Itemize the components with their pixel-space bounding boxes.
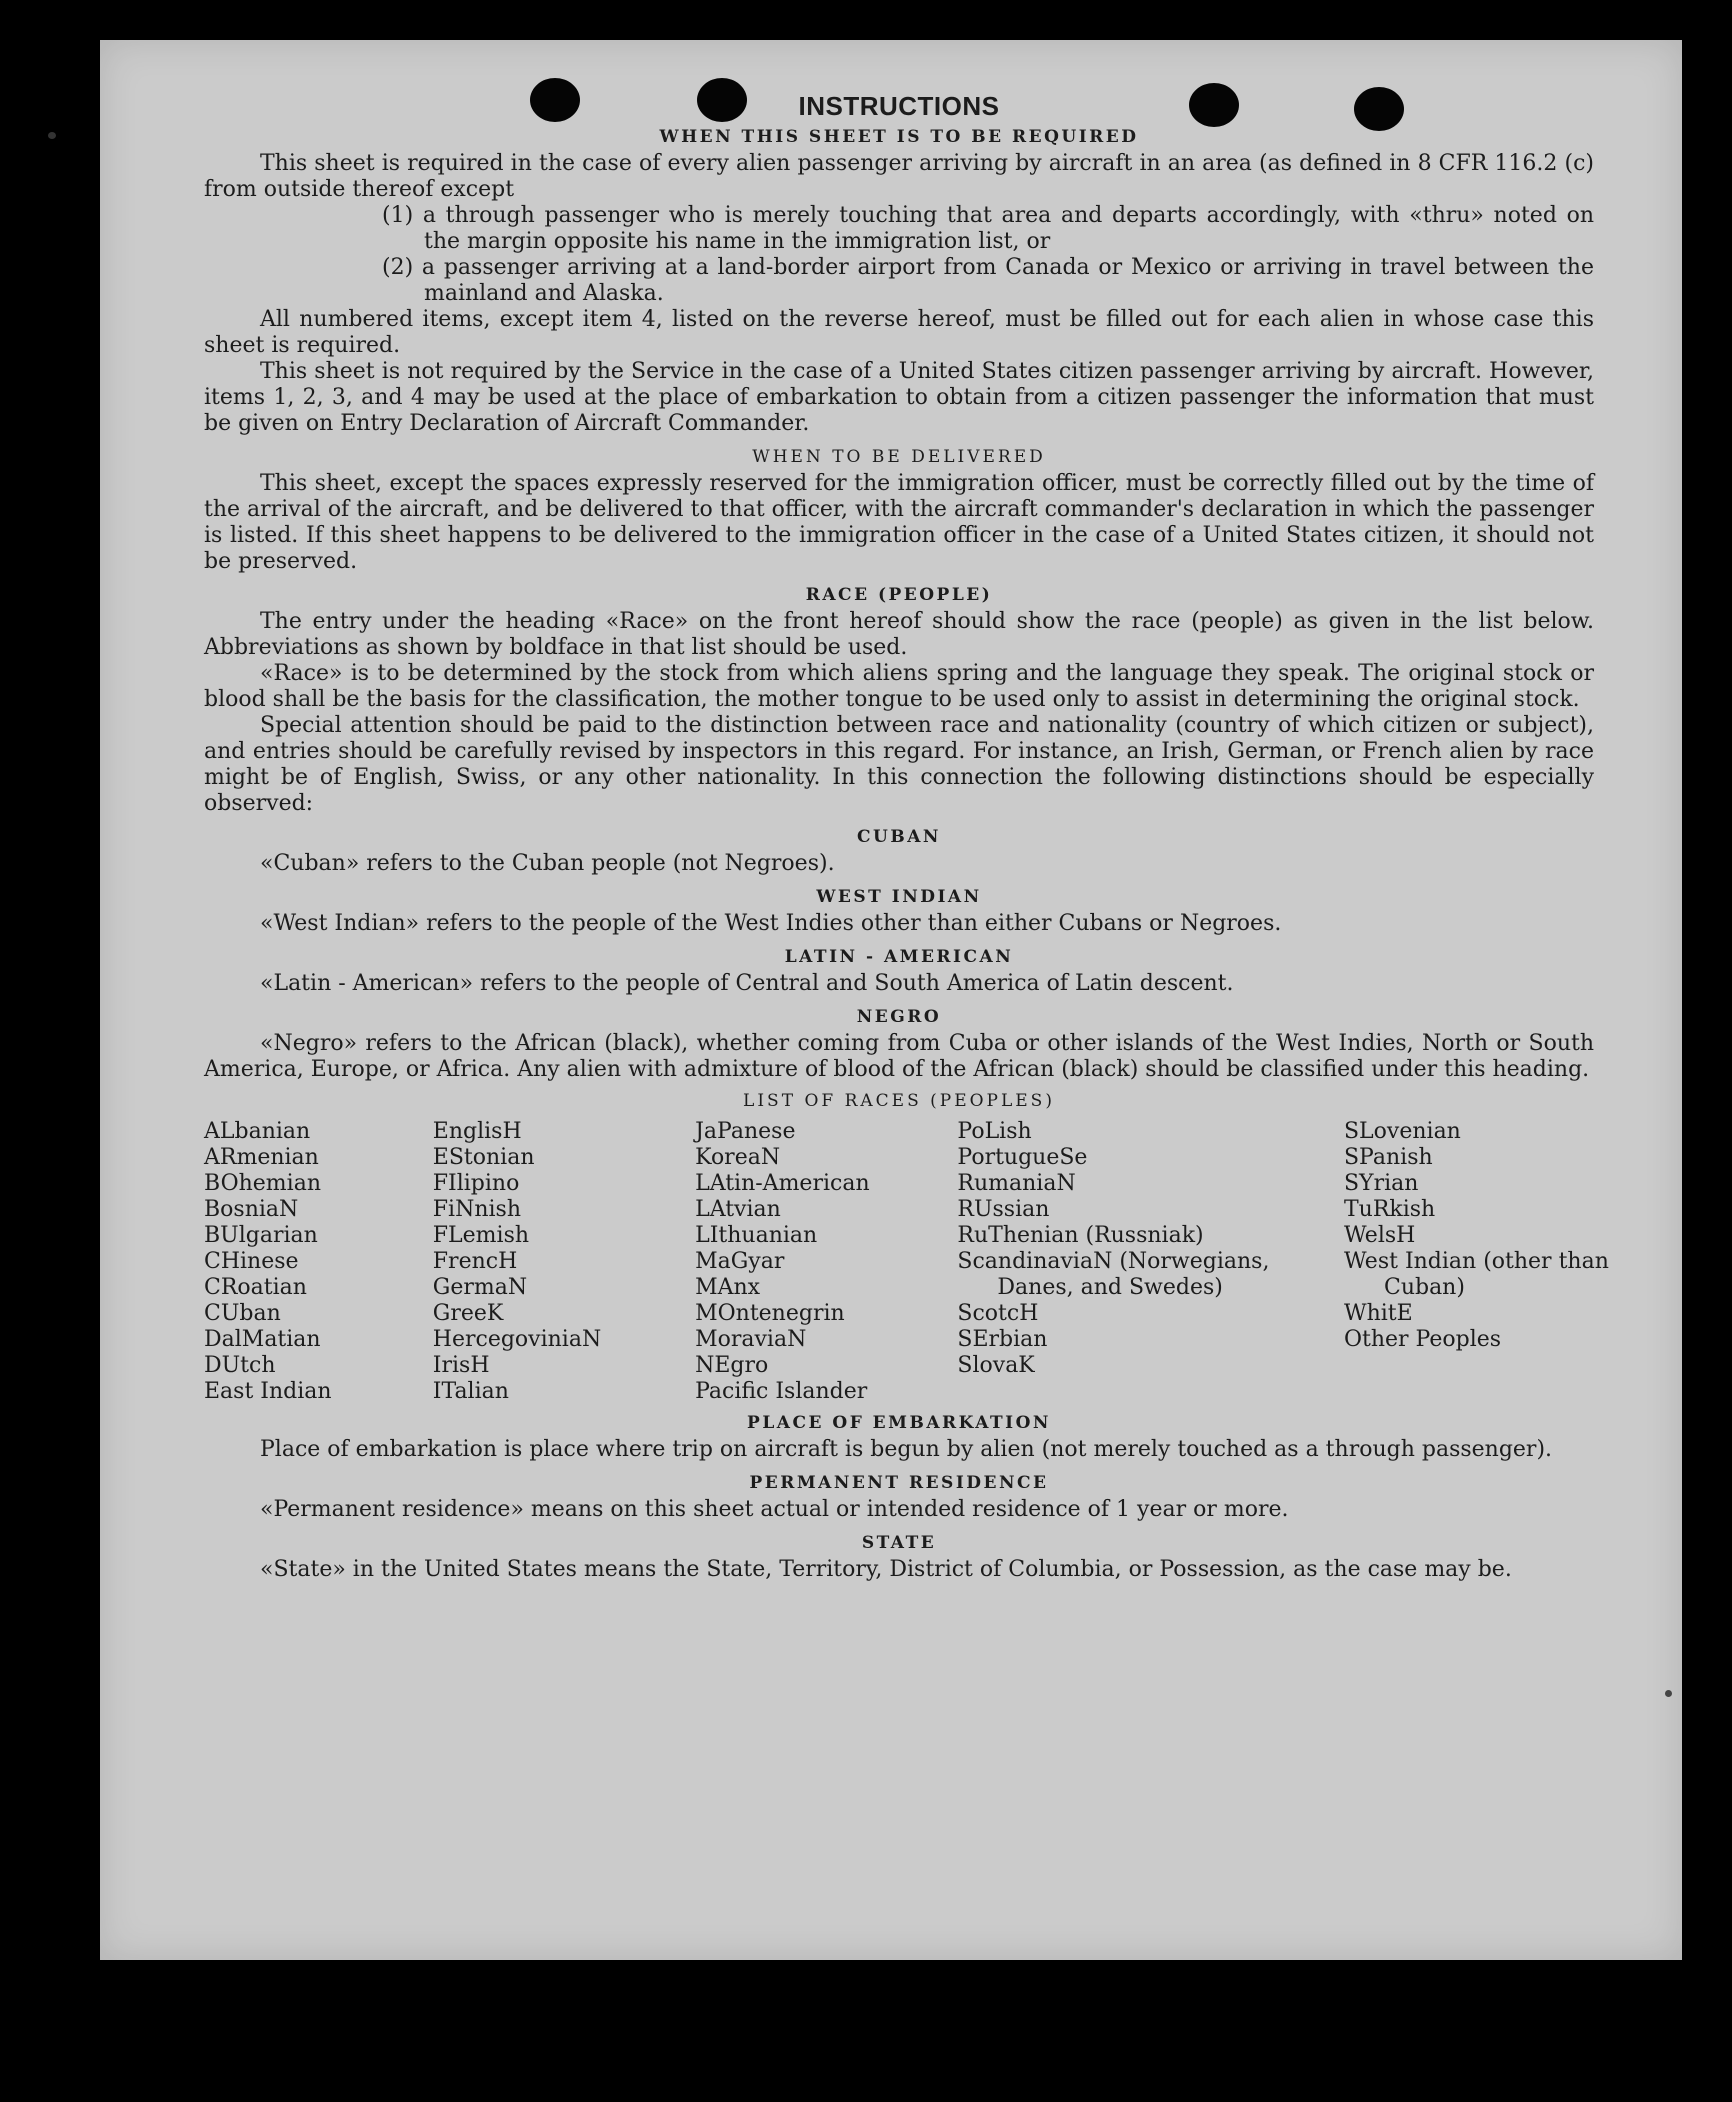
race-entry: FIlipino xyxy=(432,1170,520,1196)
scan-speck xyxy=(1665,1690,1672,1697)
race-entry: JaPanese xyxy=(695,1118,796,1144)
race-entry: SlovaK xyxy=(957,1352,1035,1378)
race-entry: CHinese xyxy=(204,1248,299,1274)
race-list-column xyxy=(204,1119,433,1405)
heading-west-indian: WEST INDIAN xyxy=(816,886,982,907)
race-entry: MAnx xyxy=(695,1274,761,1300)
race-entry: HercegoviniaN xyxy=(432,1326,602,1352)
race-entry: DUtch xyxy=(204,1352,276,1378)
race-entry: IrisH xyxy=(432,1352,490,1378)
definition-embarkation: Place of embarkation is place where trip on aircraft is begun by alien (not merely touched as a through passenger). xyxy=(260,1436,1553,1462)
paragraph-citizen: This sheet is not required by the Service in the case of a United States citizen passenger arriving by aircraft. However, items 1, 2, 3, and 4 may be used at the place of embarkation to obtain from a citizen passenger the information that must be given on Entry Declaration of Aircraft Commander. xyxy=(204,358,1594,436)
race-entry: TuRkish xyxy=(1343,1196,1436,1222)
definition-permanent-residence: «Permanent residence» means on this sheet actual or intended residence of 1 year or more. xyxy=(260,1496,1289,1522)
heading-cuban: CUBAN xyxy=(857,826,941,847)
paragraph-race-stock: «Race» is to be determined by the stock from which aliens spring and the language they speak. The original stock or blood shall be the basis for the classification, the mother tongue to be used only to assist in determining the original stock. xyxy=(204,660,1594,712)
heading-list-of-races: LIST OF RACES (PEOPLES) xyxy=(743,1090,1055,1111)
race-entry: ScotcH xyxy=(957,1300,1039,1326)
race-list-table xyxy=(204,1118,1609,1405)
race-entry: FLemish xyxy=(432,1222,530,1248)
race-entry: MoraviaN xyxy=(695,1326,807,1352)
race-entry: CUban xyxy=(204,1300,281,1326)
definition-negro: «Negro» refers to the African (black), whether coming from Cuba or other islands of the West Indies, North or South America, Europe, or Africa. Any alien with admixture of blood of the African (black) should be classified under this heading. xyxy=(204,1030,1594,1082)
race-entry: MOntenegrin xyxy=(695,1300,845,1326)
paragraph-race-entry: The entry under the heading «Race» on the front hereof should show the race (people) as given in the list below. Abbreviations as shown by boldface in that list should be used. xyxy=(204,608,1594,660)
exception-item-2: (2) a passenger arriving at a land-border airport from Canada or Mexico or arriving in travel between the mainland and Alaska. xyxy=(382,254,1594,306)
heading-negro: NEGRO xyxy=(856,1006,942,1027)
race-entry: PoLish xyxy=(957,1118,1032,1144)
race-entry: LAtvian xyxy=(695,1196,781,1222)
race-list-column xyxy=(1343,1118,1609,1405)
race-entry: GermaN xyxy=(432,1274,528,1300)
race-entry: ScandinaviaN (Norwegians, Danes, and Swedes) xyxy=(957,1248,1270,1300)
race-entry: CRoatian xyxy=(204,1274,307,1300)
page-title: INSTRUCTIONS xyxy=(798,91,1000,121)
race-entry: SErbian xyxy=(957,1326,1048,1352)
paragraph-delivery: This sheet, except the spaces expressly reserved for the immigration officer, must be correctly filled out by the time of the arrival of the aircraft, and be delivered to that officer, with the aircraft commander's declaration in which the passenger is listed. If this sheet happens to be delivered to the immigration officer in the case of a United States citizen, it should not be preserved. xyxy=(204,470,1594,574)
race-entry: KoreaN xyxy=(695,1144,781,1170)
race-entry: West Indian (other than Cuban) xyxy=(1343,1248,1609,1300)
race-entry: Other Peoples xyxy=(1343,1326,1502,1352)
heading-latin-american: LATIN - AMERICAN xyxy=(784,946,1014,967)
race-entry: RUssian xyxy=(957,1196,1050,1222)
race-entry: EStonian xyxy=(432,1144,535,1170)
heading-when-required: WHEN THIS SHEET IS TO BE REQUIRED xyxy=(659,126,1139,147)
race-entry: ITalian xyxy=(432,1378,509,1404)
paragraph-numbered-items: All numbered items, except item 4, listed on the reverse hereof, must be filled out for each alien in whose case this sheet is required. xyxy=(204,306,1594,358)
heading-permanent-residence: PERMANENT RESIDENCE xyxy=(749,1472,1049,1493)
race-list-column xyxy=(957,1119,1344,1405)
scan-speck xyxy=(48,132,56,139)
race-list-column xyxy=(695,1119,957,1405)
race-entry: SLovenian xyxy=(1343,1118,1461,1144)
race-entry: Pacific Islander xyxy=(695,1378,868,1404)
race-list-column xyxy=(433,1119,695,1405)
heading-state: STATE xyxy=(861,1532,937,1553)
race-entry: EnglisH xyxy=(432,1118,522,1144)
race-entry: ALbanian xyxy=(204,1118,311,1144)
race-entry: SPanish xyxy=(1343,1144,1433,1170)
race-entry: BosniaN xyxy=(204,1196,299,1222)
race-entry: DalMatian xyxy=(204,1326,321,1352)
race-entry: WelsH xyxy=(1343,1222,1416,1248)
definition-latin-american: «Latin - American» refers to the people of Central and South America of Latin descent. xyxy=(260,970,1234,996)
paragraph-race-nationality: Special attention should be paid to the distinction between race and nationality (country of which citizen or subject), and entries should be carefully revised by inspectors in this regard. For instance, an Irish, German, or French alien by race might be of English, Swiss, or any other nationality. In this connection the following distinctions should be especially observed: xyxy=(204,712,1594,816)
race-entry: NEgro xyxy=(695,1352,769,1378)
race-entry: GreeK xyxy=(432,1300,504,1326)
race-entry: FiNnish xyxy=(432,1196,521,1222)
document-sheet xyxy=(100,40,1682,1960)
race-entry: SYrian xyxy=(1343,1170,1419,1196)
heading-when-delivered: WHEN TO BE DELIVERED xyxy=(752,446,1046,467)
paragraph-required-intro: This sheet is required in the case of every alien passenger arriving by aircraft in an area (as defined in 8 CFR 116.2 (c) from outside thereof except xyxy=(204,150,1594,202)
race-entry: RuThenian (Russniak) xyxy=(957,1222,1204,1248)
race-entry: BUlgarian xyxy=(204,1222,318,1248)
race-entry: LIthuanian xyxy=(695,1222,818,1248)
race-entry: FrencH xyxy=(432,1248,518,1274)
exception-item-1: (1) a through passenger who is merely touching that area and departs accordingly, with «thru» noted on the margin opposite his name in the immigration list, or xyxy=(382,202,1594,254)
race-entry: WhitE xyxy=(1343,1300,1413,1326)
race-entry: ARmenian xyxy=(204,1144,319,1170)
heading-embarkation: PLACE OF EMBARKATION xyxy=(747,1412,1051,1433)
race-entry: PortugueSe xyxy=(957,1144,1088,1170)
definition-cuban: «Cuban» refers to the Cuban people (not Negroes). xyxy=(260,850,835,876)
definition-west-indian: «West Indian» refers to the people of the West Indies other than either Cubans or Negroes. xyxy=(260,910,1282,936)
document-content xyxy=(204,91,1609,1583)
race-entry: East Indian xyxy=(204,1378,332,1404)
definition-state: «State» in the United States means the State, Territory, District of Columbia, or Possession, as the case may be. xyxy=(260,1556,1512,1582)
race-entry: LAtin-American xyxy=(695,1170,870,1196)
race-entry: MaGyar xyxy=(695,1248,785,1274)
race-entry: RumaniaN xyxy=(957,1170,1076,1196)
race-entry: BOhemian xyxy=(204,1170,321,1196)
heading-race: RACE (PEOPLE) xyxy=(805,584,993,605)
